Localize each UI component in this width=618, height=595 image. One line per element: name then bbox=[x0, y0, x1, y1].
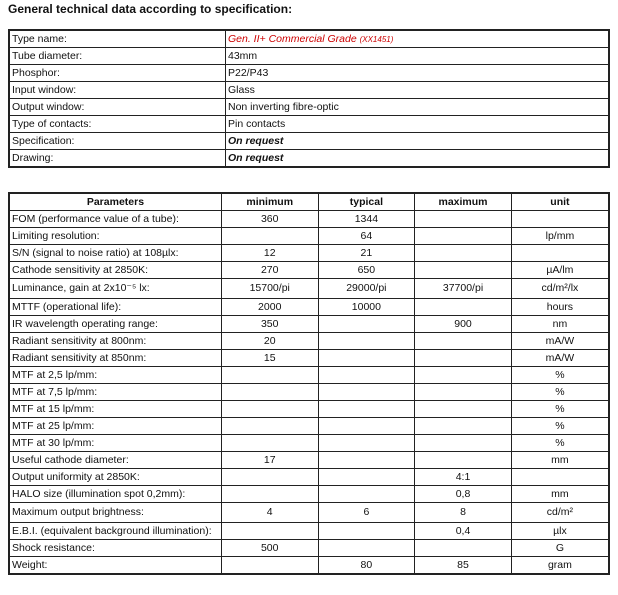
parameter-row bbox=[9, 316, 609, 333]
spec-value bbox=[226, 48, 610, 65]
parameter-row bbox=[9, 245, 609, 262]
maximum-value: 0,4 bbox=[415, 523, 512, 540]
minimum-value bbox=[221, 367, 318, 384]
maximum-value bbox=[415, 401, 512, 418]
parameter-row bbox=[9, 523, 609, 540]
parameter-name: E.B.I. (equivalent background illumination): bbox=[9, 523, 221, 540]
maximum-value bbox=[415, 435, 512, 452]
unit-value: mm bbox=[511, 452, 609, 469]
typical-value: 64 bbox=[318, 228, 415, 245]
unit-value bbox=[511, 245, 609, 262]
spec-label: Drawing: bbox=[9, 150, 226, 168]
typical-value bbox=[318, 418, 415, 435]
spec-value bbox=[226, 99, 610, 116]
maximum-value bbox=[415, 384, 512, 401]
parameter-row bbox=[9, 384, 609, 401]
unit-value bbox=[511, 469, 609, 486]
spec-label: Type name: bbox=[9, 30, 226, 48]
typical-value bbox=[318, 333, 415, 350]
parameter-name: S/N (signal to noise ratio) at 108µlx: bbox=[9, 245, 221, 262]
minimum-value bbox=[221, 228, 318, 245]
parameter-name: Weight: bbox=[9, 557, 221, 575]
parameter-name: MTF at 2,5 lp/mm: bbox=[9, 367, 221, 384]
minimum-value bbox=[221, 557, 318, 575]
parameter-name: Luminance, gain at 2x10⁻⁵ lx: bbox=[9, 279, 221, 299]
header-unit: unit bbox=[511, 193, 609, 211]
parameter-name: Useful cathode diameter: bbox=[9, 452, 221, 469]
spec-row bbox=[9, 150, 609, 168]
parameter-name: MTF at 15 lp/mm: bbox=[9, 401, 221, 418]
minimum-value bbox=[221, 523, 318, 540]
typical-value bbox=[318, 486, 415, 503]
spec-value-text: 43mm bbox=[228, 49, 258, 62]
parameters-header-row bbox=[9, 193, 609, 211]
typical-value bbox=[318, 401, 415, 418]
spec-label: Output window: bbox=[9, 99, 226, 116]
parameter-name: Cathode sensitivity at 2850K: bbox=[9, 262, 221, 279]
parameter-row bbox=[9, 557, 609, 575]
minimum-value bbox=[221, 486, 318, 503]
unit-value: mm bbox=[511, 486, 609, 503]
unit-value: µA/lm bbox=[511, 262, 609, 279]
minimum-value: 20 bbox=[221, 333, 318, 350]
spec-value bbox=[226, 116, 610, 133]
maximum-value: 37700/pi bbox=[415, 279, 512, 299]
unit-value: hours bbox=[511, 299, 609, 316]
spec-row bbox=[9, 30, 609, 48]
maximum-value: 900 bbox=[415, 316, 512, 333]
maximum-value: 85 bbox=[415, 557, 512, 575]
spec-label: Specification: bbox=[9, 133, 226, 150]
spec-label: Input window: bbox=[9, 82, 226, 99]
typical-value bbox=[318, 523, 415, 540]
page-heading: General technical data according to specification: bbox=[8, 2, 293, 16]
parameter-row bbox=[9, 503, 609, 523]
typical-value: 6 bbox=[318, 503, 415, 523]
unit-value: mA/W bbox=[511, 333, 609, 350]
unit-value: % bbox=[511, 418, 609, 435]
spec-value bbox=[226, 133, 610, 150]
maximum-value bbox=[415, 452, 512, 469]
spec-row bbox=[9, 99, 609, 116]
parameter-row bbox=[9, 228, 609, 245]
typical-value bbox=[318, 435, 415, 452]
unit-value: % bbox=[511, 384, 609, 401]
spec-value-text: Gen. II+ Commercial Grade bbox=[228, 32, 357, 45]
header-maximum: maximum bbox=[415, 193, 512, 211]
parameter-row bbox=[9, 401, 609, 418]
parameter-name: Shock resistance: bbox=[9, 540, 221, 557]
unit-value: gram bbox=[511, 557, 609, 575]
minimum-value: 12 bbox=[221, 245, 318, 262]
spec-value-text: Glass bbox=[228, 83, 255, 96]
parameter-row bbox=[9, 540, 609, 557]
header-parameters: Parameters bbox=[9, 193, 221, 211]
unit-value: % bbox=[511, 367, 609, 384]
spec-value-text: On request bbox=[228, 134, 284, 147]
maximum-value bbox=[415, 299, 512, 316]
typical-value: 80 bbox=[318, 557, 415, 575]
minimum-value bbox=[221, 435, 318, 452]
minimum-value: 4 bbox=[221, 503, 318, 523]
spec-row bbox=[9, 82, 609, 99]
minimum-value: 17 bbox=[221, 452, 318, 469]
parameter-name: MTTF (operational life): bbox=[9, 299, 221, 316]
spec-value bbox=[226, 65, 610, 82]
typical-value bbox=[318, 540, 415, 557]
maximum-value bbox=[415, 418, 512, 435]
maximum-value bbox=[415, 333, 512, 350]
maximum-value bbox=[415, 367, 512, 384]
general-spec-table bbox=[8, 29, 610, 168]
parameter-row bbox=[9, 333, 609, 350]
unit-value: lp/mm bbox=[511, 228, 609, 245]
maximum-value bbox=[415, 262, 512, 279]
parameter-row bbox=[9, 211, 609, 228]
parameter-name: Maximum output brightness: bbox=[9, 503, 221, 523]
parameter-name: Output uniformity at 2850K: bbox=[9, 469, 221, 486]
unit-value: % bbox=[511, 401, 609, 418]
parameter-row bbox=[9, 486, 609, 503]
typical-value: 21 bbox=[318, 245, 415, 262]
spec-value-text: On request bbox=[228, 151, 284, 164]
spec-row bbox=[9, 133, 609, 150]
parameter-name: MTF at 7,5 lp/mm: bbox=[9, 384, 221, 401]
typical-value bbox=[318, 452, 415, 469]
minimum-value: 2000 bbox=[221, 299, 318, 316]
parameter-name: Radiant sensitivity at 800nm: bbox=[9, 333, 221, 350]
maximum-value bbox=[415, 350, 512, 367]
parameter-row bbox=[9, 469, 609, 486]
typical-value bbox=[318, 384, 415, 401]
spec-value bbox=[226, 150, 610, 168]
unit-value bbox=[511, 211, 609, 228]
spec-label: Type of contacts: bbox=[9, 116, 226, 133]
minimum-value: 15700/pi bbox=[221, 279, 318, 299]
minimum-value bbox=[221, 418, 318, 435]
spec-row bbox=[9, 48, 609, 65]
parameter-row bbox=[9, 367, 609, 384]
maximum-value: 0,8 bbox=[415, 486, 512, 503]
spec-row bbox=[9, 116, 609, 133]
minimum-value: 500 bbox=[221, 540, 318, 557]
parameter-name: Limiting resolution: bbox=[9, 228, 221, 245]
parameter-row bbox=[9, 435, 609, 452]
typical-value: 1344 bbox=[318, 211, 415, 228]
spec-value-text: Non inverting fibre-optic bbox=[228, 100, 339, 113]
minimum-value bbox=[221, 401, 318, 418]
unit-value: mA/W bbox=[511, 350, 609, 367]
spec-value bbox=[226, 82, 610, 99]
parameter-row bbox=[9, 350, 609, 367]
spec-label: Tube diameter: bbox=[9, 48, 226, 65]
unit-value: µlx bbox=[511, 523, 609, 540]
spec-value-text: P22/P43 bbox=[228, 66, 269, 79]
typical-value bbox=[318, 350, 415, 367]
parameter-name: FOM (performance value of a tube): bbox=[9, 211, 221, 228]
header-minimum: minimum bbox=[221, 193, 318, 211]
typical-value bbox=[318, 316, 415, 333]
spec-row bbox=[9, 65, 609, 82]
parameter-name: MTF at 30 lp/mm: bbox=[9, 435, 221, 452]
typical-value: 10000 bbox=[318, 299, 415, 316]
minimum-value bbox=[221, 384, 318, 401]
typical-value: 650 bbox=[318, 262, 415, 279]
unit-value: cd/m²/lx bbox=[511, 279, 609, 299]
unit-value: G bbox=[511, 540, 609, 557]
parameter-row bbox=[9, 418, 609, 435]
typical-value bbox=[318, 367, 415, 384]
parameter-row bbox=[9, 279, 609, 299]
parameters-table bbox=[8, 192, 610, 575]
header-typical: typical bbox=[318, 193, 415, 211]
typical-value bbox=[318, 469, 415, 486]
unit-value: % bbox=[511, 435, 609, 452]
spec-label: Phosphor: bbox=[9, 65, 226, 82]
minimum-value: 350 bbox=[221, 316, 318, 333]
minimum-value: 360 bbox=[221, 211, 318, 228]
minimum-value: 15 bbox=[221, 350, 318, 367]
maximum-value: 4:1 bbox=[415, 469, 512, 486]
parameter-name: HALO size (illumination spot 0,2mm): bbox=[9, 486, 221, 503]
minimum-value bbox=[221, 469, 318, 486]
minimum-value: 270 bbox=[221, 262, 318, 279]
parameter-row bbox=[9, 262, 609, 279]
spec-value-text: Pin contacts bbox=[228, 117, 286, 130]
typical-value: 29000/pi bbox=[318, 279, 415, 299]
maximum-value bbox=[415, 245, 512, 262]
parameter-row bbox=[9, 452, 609, 469]
parameter-row bbox=[9, 299, 609, 316]
parameter-name: Radiant sensitivity at 850nm: bbox=[9, 350, 221, 367]
maximum-value bbox=[415, 228, 512, 245]
maximum-value bbox=[415, 540, 512, 557]
parameter-name: IR wavelength operating range: bbox=[9, 316, 221, 333]
spec-value bbox=[226, 30, 610, 48]
unit-value: cd/m² bbox=[511, 503, 609, 523]
unit-value: nm bbox=[511, 316, 609, 333]
maximum-value bbox=[415, 211, 512, 228]
maximum-value: 8 bbox=[415, 503, 512, 523]
spec-value-suffix: (XX1451) bbox=[359, 34, 394, 44]
parameter-name: MTF at 25 lp/mm: bbox=[9, 418, 221, 435]
